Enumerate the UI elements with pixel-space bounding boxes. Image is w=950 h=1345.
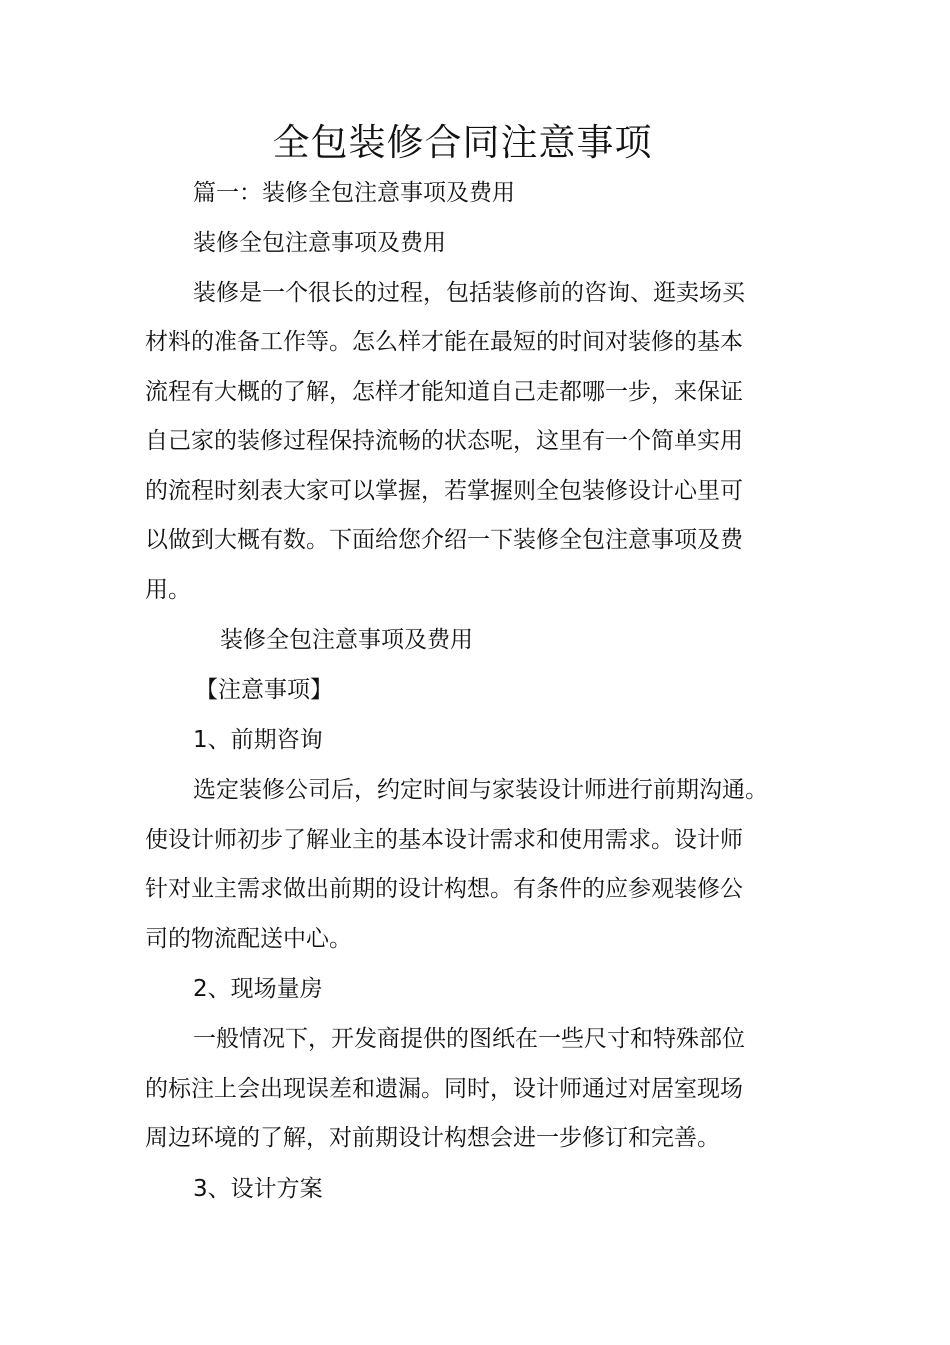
paragraph-line: 材料的准备工作等。怎么样才能在最短的时间对装修的基本 [145, 329, 743, 355]
subheading: 装修全包注意事项及费用 [220, 627, 473, 653]
paragraph-line: 的流程时刻表大家可以掌握，若掌握则全包装修设计心里可 [145, 478, 743, 504]
paragraph-line: 一般情况下，开发商提供的图纸在一些尺寸和特殊部位 [193, 1026, 745, 1052]
section-label: 【注意事项】 [195, 677, 333, 703]
paragraph-line: 的标注上会出现误差和遗漏。同时，设计师通过对居室现场 [145, 1076, 743, 1102]
paragraph-line: 流程有大概的了解，怎样才能知道自己走都哪一步，来保证 [145, 379, 743, 405]
paragraph-line: 装修是一个很长的过程，包括装修前的咨询、逛卖场买 [193, 280, 745, 306]
paragraph-line: 选定装修公司后，约定时间与家装设计师进行前期沟通。 [193, 777, 768, 803]
subheading: 装修全包注意事项及费用 [193, 230, 446, 256]
document-title: 全包装修合同注意事项 [272, 121, 653, 164]
section-heading: 篇一：装修全包注意事项及费用 [193, 180, 515, 206]
item-heading: 2、现场量房 [193, 976, 323, 1002]
paragraph-line: 自己家的装修过程保持流畅的状态呢，这里有一个简单实用 [145, 428, 743, 454]
item-heading: 1、前期咨询 [193, 727, 323, 753]
item-heading: 3、设计方案 [193, 1176, 323, 1202]
paragraph-line: 使设计师初步了解业主的基本设计需求和使用需求。设计师 [145, 827, 743, 853]
paragraph-line: 用。 [145, 577, 191, 603]
paragraph-line: 以做到大概有数。下面给您介绍一下装修全包注意事项及费 [145, 527, 743, 553]
paragraph-line: 周边环境的了解，对前期设计构想会进一步修订和完善。 [145, 1125, 720, 1151]
paragraph-line: 针对业主需求做出前期的设计构想。有条件的应参观装修公 [145, 876, 743, 902]
paragraph-line: 司的物流配送中心。 [145, 926, 352, 952]
